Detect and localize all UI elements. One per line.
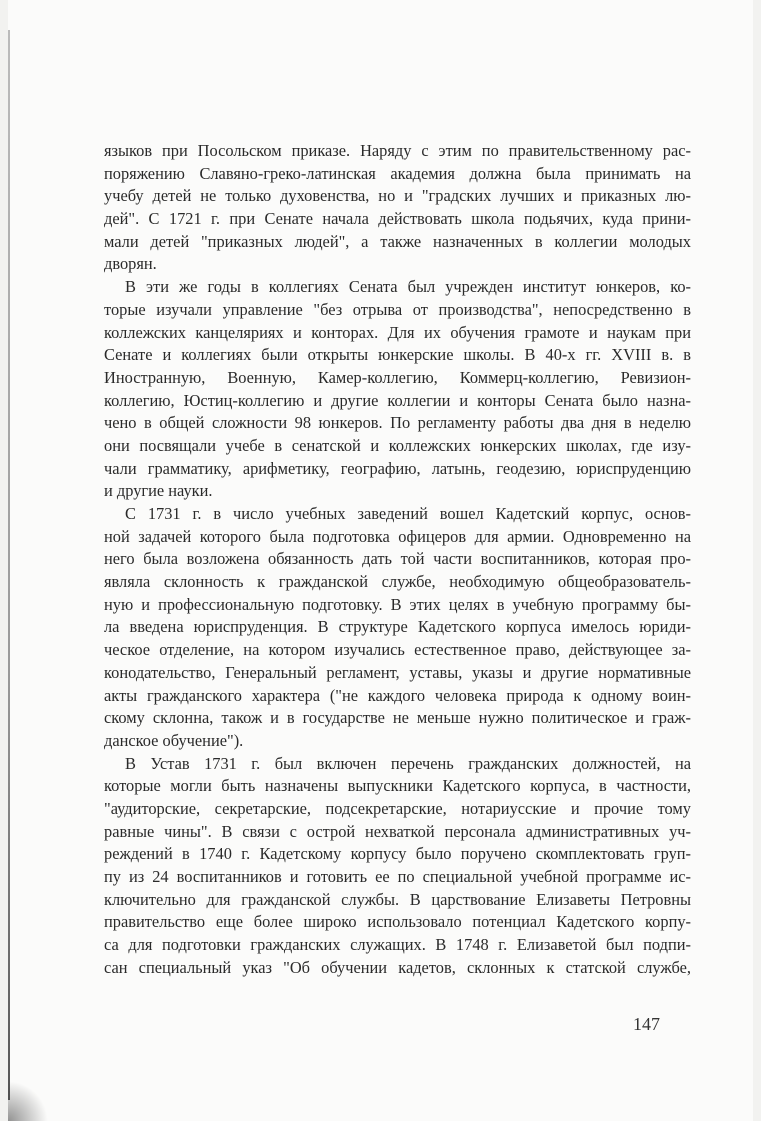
text-line: чали грамматику, арифметику, географию, латынь, геодезию, юриспруденцию (104, 458, 691, 478)
text-line: ную и профессиональную подготовку. В этих целях в учебную программу бы- (104, 594, 691, 614)
text-line: чено в общей сложности 98 юнкеров. По регламенту работы два дня в неделю (104, 413, 691, 433)
text-line: и другие науки. (104, 481, 213, 501)
text-line: скому склонна, також и в государстве не меньше нужно политическое и граж- (104, 708, 691, 728)
text-line: правительство еще более широко использовало потенциал Кадетского корпу- (104, 912, 691, 932)
text-line: они посвящали учебе в сенатской и коллежских юнкерских школах, где изу- (104, 435, 691, 455)
text-line: Сенате и коллегиях были открыты юнкерские школы. В 40-х гг. XVIII в. в (104, 345, 691, 365)
page-number: 147 (633, 1014, 660, 1034)
text-line: данское обучение"). (104, 730, 244, 750)
text-line: равные чины". В связи с острой нехваткой персонала административных уч- (104, 821, 691, 841)
text-line: учебу детей не только духовенства, но и "градских лучших и приказных лю- (104, 186, 691, 206)
text-line: конодательство, Генеральный регламент, уставы, указы и другие нормативные (104, 662, 691, 682)
text-line: реждений в 1740 г. Кадетскому корпусу было поручено скомплектовать груп- (104, 844, 691, 864)
text-line: торые изучали управление "без отрыва от производства", непосредственно в (104, 299, 691, 319)
text-line: ла введена юриспруденция. В структуре Кадетского корпуса имелось юриди- (104, 617, 691, 637)
text-line: "аудиторские, секретарские, подсекретарские, нотариусские и прочие тому (104, 798, 691, 818)
text-line: поряжению Славяно-греко-латинская академия должна была принимать на (104, 163, 691, 183)
text-line: ной задачей которого была подготовка офицеров для армии. Одновременно на (104, 526, 691, 546)
text-line: являла склонность к гражданской службе, необходимую общеобразователь- (104, 572, 691, 592)
text-line: В Устав 1731 г. был включен перечень гражданских должностей, на (125, 753, 691, 773)
text-line: Иностранную, Военную, Камер-коллегию, Коммерц-коллегию, Ревизион- (104, 367, 691, 387)
text-line: коллежских канцеляриях и конторах. Для их обучения грамоте и наукам при (104, 322, 691, 342)
text-line: сан специальный указ "Об обучении кадетов, склонных к статской службе, (104, 957, 691, 977)
text-line: ческое отделение, на котором изучались естественное право, действующее за- (104, 640, 691, 660)
text-line: языков при Посольском приказе. Наряду с этим по правительственному рас- (104, 141, 691, 160)
page-edge-line (8, 30, 10, 1100)
book-page (8, 0, 753, 1121)
text-line: коллегию, Юстиц-коллегию и другие коллегии и конторы Сената было назна- (104, 390, 691, 410)
text-line: ключительно для гражданской службы. В царствование Елизаветы Петровны (104, 889, 691, 909)
text-line: дей". С 1721 г. при Сенате начала действовать школа подьячих, куда прини- (104, 209, 691, 229)
body-text (104, 140, 691, 979)
text-line: са для подготовки гражданских служащих. В 1748 г. Елизаветой был подпи- (104, 935, 691, 955)
text-line: которые могли быть назначены выпускники Кадетского корпуса, в частности, (104, 776, 691, 796)
page-corner-shadow (8, 1081, 48, 1121)
text-line: С 1731 г. в число учебных заведений вошел Кадетский корпус, основ- (125, 504, 691, 523)
text-line: него была возложена обязанность дать той части воспитанников, которая про- (104, 549, 691, 569)
text-line: акты гражданского характера ("не каждого человека природа к одному воин- (104, 685, 691, 705)
text-line: В эти же годы в коллегиях Сената был учрежден институт юнкеров, ко- (125, 277, 691, 297)
text-line: мали детей "приказных людей", а также назначенных в коллегии молодых (104, 231, 691, 251)
text-line: дворян. (104, 254, 157, 274)
text-line: пу из 24 воспитанников и готовить ее по специальной учебной программе ис- (104, 867, 691, 886)
